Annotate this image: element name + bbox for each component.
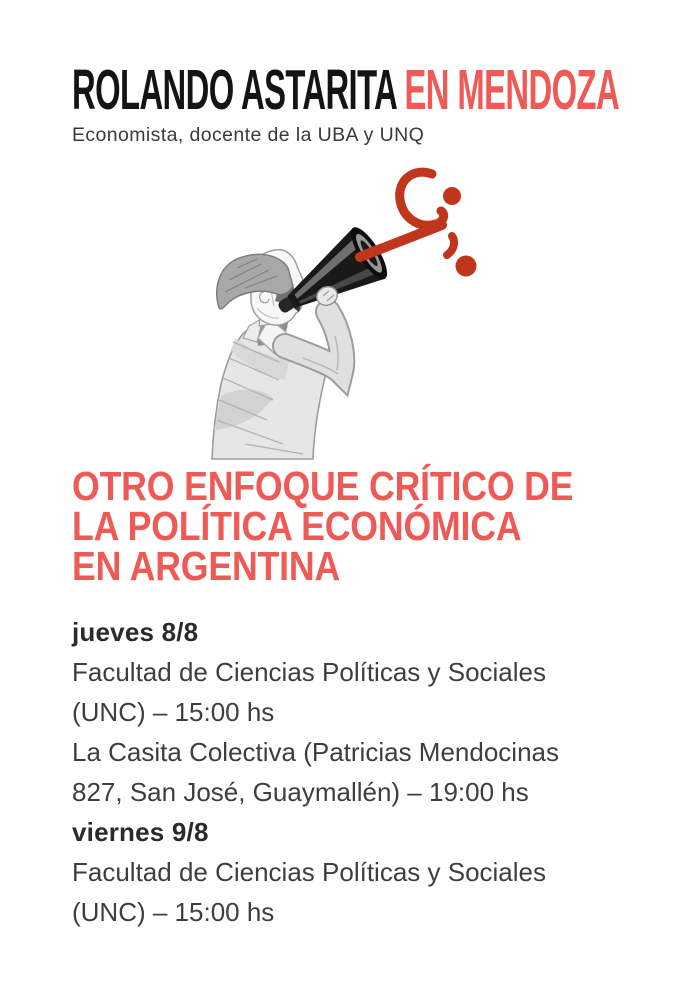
illustration-container: [185, 160, 505, 460]
poster-title: [72, 58, 700, 122]
title-speaker-name: ROLANDO ASTARITA: [72, 58, 396, 122]
megaphone-man-illustration: [185, 160, 505, 460]
schedule-day-friday: viernes 9/8: [72, 817, 209, 847]
schedule-event: Facultad de Ciencias Políticas y Sociales (UNC) – 15:00 hs: [72, 657, 547, 727]
schedule: [72, 612, 597, 932]
headline-line: EN ARGENTINA: [72, 543, 341, 589]
event-headline: [72, 463, 648, 589]
event-headline-text: [72, 463, 574, 589]
speaker-subtitle: Economista, docente de la UBA y UNQ: [72, 124, 425, 146]
headline-line: LA POLÍTICA ECONÓMICA: [72, 503, 522, 549]
headline-line: OTRO ENFOQUE CRÍTICO DE: [72, 463, 574, 509]
poster-title-text: [72, 58, 620, 122]
poster-header: [72, 58, 700, 147]
schedule-day-thursday: jueves 8/8: [72, 617, 199, 647]
schedule-event: Facultad de Ciencias Políticas y Sociales (UNC) – 15:00 hs: [72, 857, 547, 927]
title-location: EN MENDOZA: [404, 58, 620, 122]
schedule-event: La Casita Colectiva (Patricias Mendocinas 827, San José, Guaymallén) – 19:00 hs: [72, 737, 559, 807]
